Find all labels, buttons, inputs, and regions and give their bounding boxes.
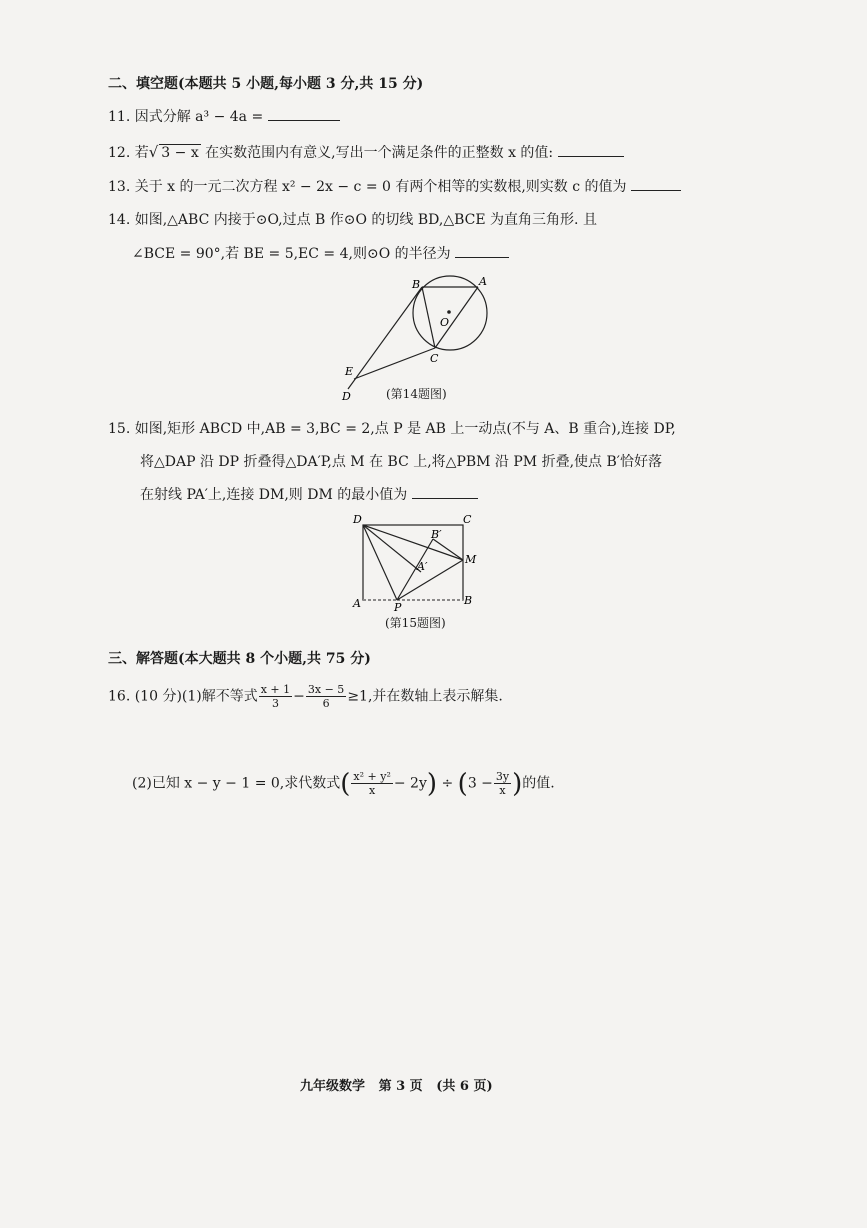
question-16-part1 bbox=[108, 683, 503, 710]
q16-frac4: $\frac{3y}{x}$ bbox=[495, 770, 510, 797]
q16-div: ÷ bbox=[441, 775, 454, 792]
section3-title: 三、解答题(本大题共 8 个小题,共 75 分) bbox=[108, 651, 371, 667]
segment-pb1 bbox=[397, 539, 433, 600]
question-16-part2: (2)已知 x − y − 1 = 0,求代数式( $\frac{\text{x² + y²}}{x}$ − 2y) ÷ (3 − $\frac{3y}{x}$ )的值. bbox=[132, 768, 555, 799]
segment-da1 bbox=[363, 525, 421, 572]
label-a1: A′ bbox=[417, 560, 428, 573]
segment-dm bbox=[363, 525, 463, 560]
question-13 bbox=[108, 176, 681, 196]
q15-line3-text: 在射线 PA′上,连接 DM,则 DM 的最小值为 bbox=[140, 487, 408, 503]
label-e: E bbox=[345, 365, 354, 378]
label-a: A bbox=[479, 275, 487, 288]
q16-frac1: $\frac{x + 1}{3}$ bbox=[260, 683, 291, 710]
label-d: D bbox=[342, 390, 351, 403]
page-footer: 九年级数学 第 3 页 (共 6 页) bbox=[300, 1079, 493, 1094]
q12-radicand: 3 − x bbox=[161, 145, 199, 161]
label-p: P bbox=[394, 601, 402, 614]
q13-text: 13. 关于 x 的一元二次方程 x² − 2x − c = 0 有两个相等的实数根,则实数 c 的值为 bbox=[108, 179, 627, 195]
q13-answer-blank[interactable] bbox=[631, 178, 681, 191]
q16-minus: − bbox=[293, 688, 305, 705]
question-15-line2: 将△DAP 沿 DP 折叠得△DA′P,点 M 在 BC 上,将△PBM 沿 PM 折叠,使点 B′恰好落 bbox=[140, 454, 662, 470]
segment-pm bbox=[397, 560, 463, 600]
label-m: M bbox=[465, 553, 477, 566]
segment-b1m bbox=[433, 539, 463, 560]
label-b1: B′ bbox=[431, 528, 442, 541]
label-a15: A bbox=[353, 597, 361, 610]
figure-14-caption: (第14题图) bbox=[386, 387, 447, 401]
figure-15 bbox=[345, 510, 485, 615]
question-14-line2 bbox=[132, 243, 509, 263]
label-b: B bbox=[412, 278, 421, 291]
q12-answer-blank[interactable] bbox=[558, 144, 624, 157]
label-b15: B bbox=[464, 594, 473, 607]
q11-answer-blank[interactable] bbox=[268, 108, 340, 121]
figure-14 bbox=[330, 265, 500, 405]
question-11 bbox=[108, 106, 340, 126]
q16-part2-suffix: 的值. bbox=[522, 775, 555, 792]
q12-suffix: 在实数范围内有意义,写出一个满足条件的正整数 x 的值: bbox=[205, 145, 554, 161]
q12-prefix: 12. 若 bbox=[108, 145, 149, 161]
label-c: C bbox=[430, 352, 439, 365]
figure-15-caption: (第15题图) bbox=[385, 616, 446, 630]
question-15-line3 bbox=[140, 484, 478, 504]
q14-line2-text: ∠BCE = 90°,若 BE = 5,EC = 4,则⊙O 的半径为 bbox=[132, 246, 451, 262]
label-d15: D bbox=[353, 513, 362, 526]
segment-dp bbox=[363, 525, 397, 600]
question-12: 12. 若√ 3 − x 在实数范围内有意义,写出一个满足条件的正整数 x 的值: bbox=[108, 142, 624, 162]
q16-part1-suffix: ≥1,并在数轴上表示解集. bbox=[347, 688, 503, 705]
tangent-bd bbox=[348, 287, 422, 389]
q16-three: 3 − bbox=[467, 775, 493, 792]
q16-term2: − 2y bbox=[393, 775, 427, 792]
q16-part1-prefix: 16. (10 分)(1)解不等式 bbox=[108, 688, 258, 705]
q16-frac3: $\frac{\text{x² + y²}}{x}$ bbox=[353, 770, 391, 797]
question-14-line1: 14. 如图,△ABC 内接于⊙O,过点 B 作⊙O 的切线 BD,△BCE 为直角三角形. 且 bbox=[108, 212, 597, 228]
center-o-dot bbox=[447, 310, 451, 314]
section2-title: 二、填空题(本题共 5 小题,每小题 3 分,共 15 分) bbox=[108, 76, 424, 92]
rectangle-abcd bbox=[363, 525, 463, 600]
label-o: O bbox=[440, 316, 450, 329]
label-c15: C bbox=[463, 513, 472, 526]
q16-part2-prefix: (2)已知 x − y − 1 = 0,求代数式 bbox=[132, 775, 341, 792]
question-15-line1: 15. 如图,矩形 ABCD 中,AB = 3,BC = 2,点 P 是 AB 上一动点(不与 A、B 重合),连接 DP, bbox=[108, 421, 676, 437]
q15-answer-blank[interactable] bbox=[412, 486, 478, 499]
q11-text: 11. 因式分解 a³ − 4a = bbox=[108, 109, 264, 125]
q14-answer-blank[interactable] bbox=[455, 245, 509, 258]
q16-frac2: $\frac{3x - 5}{6}$ bbox=[307, 683, 345, 710]
